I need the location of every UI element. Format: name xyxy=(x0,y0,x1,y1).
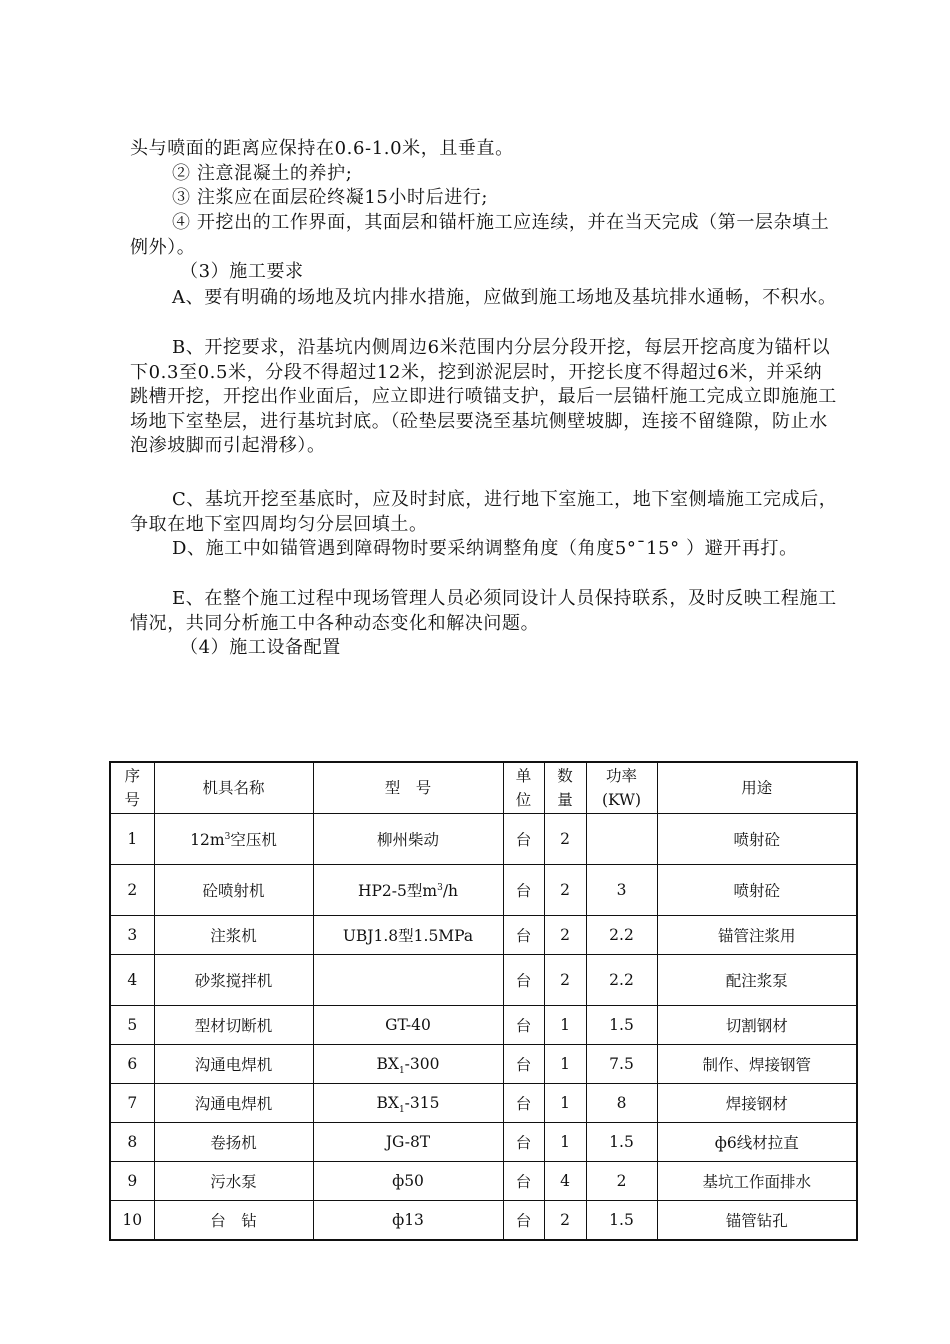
table-row xyxy=(110,916,857,955)
header-usage: 用途 xyxy=(657,762,857,814)
header-unit: 单 位 xyxy=(503,762,544,814)
cell-qty: 1 xyxy=(544,1084,586,1123)
table-row xyxy=(110,1123,857,1162)
section-heading-equipment: （4）施工设备配置 xyxy=(180,637,341,658)
cell-model: ф13 xyxy=(313,1201,503,1241)
cell-seq: 10 xyxy=(110,1201,154,1241)
cell-qty: 2 xyxy=(544,814,586,865)
cell-name: 型材切断机 xyxy=(154,1006,313,1045)
table-row xyxy=(110,865,857,916)
cell-power: 2.2 xyxy=(586,916,657,955)
cell-usage: 配注浆泵 xyxy=(657,955,857,1006)
cell-name: $12m^3$空压机 xyxy=(154,814,313,865)
cell-model: 柳州柴动 xyxy=(313,814,503,865)
cell-name: 污水泵 xyxy=(154,1162,313,1201)
cell-model: HP2-5型$m^3/h$ xyxy=(313,865,503,916)
cell-name: 沟通电焊机 xyxy=(154,1084,313,1123)
header-name: 机具名称 xyxy=(154,762,313,814)
cell-seq: 5 xyxy=(110,1006,154,1045)
header-model: 型 号 xyxy=(313,762,503,814)
cell-model: GT-40 xyxy=(313,1006,503,1045)
table-header-row xyxy=(110,762,857,814)
cell-power: 2 xyxy=(586,1162,657,1201)
cell-usage: 锚管钻孔 xyxy=(657,1201,857,1241)
cell-usage: 焊接钢材 xyxy=(657,1084,857,1123)
cell-unit: 台 xyxy=(503,1123,544,1162)
cell-unit: 台 xyxy=(503,1006,544,1045)
header-power: 功率 (KW) xyxy=(586,762,657,814)
cell-seq: 7 xyxy=(110,1084,154,1123)
cell-name: 台 钻 xyxy=(154,1201,313,1241)
cell-power: 3 xyxy=(586,865,657,916)
cell-unit: 台 xyxy=(503,1045,544,1084)
paragraph-communication: E、在整个施工过程中现场管理人员必须同设计人员保持联系，及时反映工程施工情况，共同分析施工中各种动态变化和解决问题。 xyxy=(130,588,837,634)
cell-qty: 1 xyxy=(544,1045,586,1084)
cell-power: 1.5 xyxy=(586,1201,657,1241)
cell-qty: 2 xyxy=(544,955,586,1006)
cell-model: UBJ1.8型1.5MPa xyxy=(313,916,503,955)
paragraph-drainage: A、要有明确的场地及坑内排水措施，应做到施工场地及基坑排水通畅，不积水。 xyxy=(172,287,837,308)
cell-qty: 2 xyxy=(544,1201,586,1241)
cell-model: $BX_1-300$ xyxy=(313,1045,503,1084)
cell-name: 砂浆搅拌机 xyxy=(154,955,313,1006)
cell-unit: 台 xyxy=(503,1162,544,1201)
cell-name: 沟通电焊机 xyxy=(154,1045,313,1084)
cell-unit: 台 xyxy=(503,955,544,1006)
cell-usage: 制作、焊接钢管 xyxy=(657,1045,857,1084)
cell-model: ф50 xyxy=(313,1162,503,1201)
header-qty: 数 量 xyxy=(544,762,586,814)
table-row xyxy=(110,1162,857,1201)
equipment-table xyxy=(109,761,858,1241)
cell-name: 卷扬机 xyxy=(154,1123,313,1162)
table-row xyxy=(110,1201,857,1241)
cell-model: $BX_1-315$ xyxy=(313,1084,503,1123)
cell-name: 注浆机 xyxy=(154,916,313,955)
cell-qty: 1 xyxy=(544,1123,586,1162)
cell-seq: 2 xyxy=(110,865,154,916)
cell-qty: 2 xyxy=(544,916,586,955)
cell-unit: 台 xyxy=(503,1201,544,1241)
section-heading-construction-requirements: （3）施工要求 xyxy=(180,261,304,282)
cell-usage: 锚管注浆用 xyxy=(657,916,857,955)
cell-power: 2.2 xyxy=(586,955,657,1006)
paragraph-curing: ② 注意混凝土的养护; xyxy=(172,163,353,184)
cell-qty: 2 xyxy=(544,865,586,916)
header-seq: 序 号 xyxy=(110,762,154,814)
cell-model: JG-8T xyxy=(313,1123,503,1162)
cell-usage: 喷射砼 xyxy=(657,865,857,916)
cell-name: 砼喷射机 xyxy=(154,865,313,916)
paragraph-obstacle: D、施工中如锚管遇到障碍物时要采纳调整角度（角度5°¯15° ）避开再打。 xyxy=(172,538,798,559)
table-row xyxy=(110,1084,857,1123)
paragraph-spray-distance: 头与喷面的距离应保持在0.6-1.0米，且垂直。 xyxy=(130,138,514,159)
table-row xyxy=(110,1006,857,1045)
cell-seq: 3 xyxy=(110,916,154,955)
cell-power xyxy=(586,814,657,865)
cell-usage: 基坑工作面排水 xyxy=(657,1162,857,1201)
cell-qty: 4 xyxy=(544,1162,586,1201)
cell-qty: 1 xyxy=(544,1006,586,1045)
cell-seq: 8 xyxy=(110,1123,154,1162)
cell-unit: 台 xyxy=(503,1084,544,1123)
table-row xyxy=(110,1045,857,1084)
paragraph-sealing: C、基坑开挖至基底时，应及时封底，进行地下室施工，地下室侧墙施工完成后，争取在地下室四周均匀分层回填土。 xyxy=(130,489,838,535)
paragraph-grouting-time: ③ 注浆应在面层砼终凝15小时后进行; xyxy=(172,187,489,208)
table-row xyxy=(110,814,857,865)
cell-unit: 台 xyxy=(503,916,544,955)
cell-power: 8 xyxy=(586,1084,657,1123)
cell-usage: 切割钢材 xyxy=(657,1006,857,1045)
paragraph-excavation: B、开挖要求，沿基坑内侧周边6米范围内分层分段开挖，每层开挖高度为锚杆以下0.3至0.5米，分段不得超过12米，挖到淤泥层时，开挖长度不得超过6米，并采纳跳槽开挖，开挖出作业面后，应立即进行喷锚支护，最后一层锚杆施工完成立即施施工场地下室垫层，进行基坑封底。（砼垫层要浇至基坑侧壁坡脚，连接不留缝隙，防止水泡渗坡脚而引起滑移）。 xyxy=(130,337,837,456)
paragraph-work-face: ④ 开挖出的工作界面，其面层和锚杆施工应连续，并在当天完成（第一层杂填土例外）。 xyxy=(130,212,830,258)
cell-unit: 台 xyxy=(503,814,544,865)
cell-model xyxy=(313,955,503,1006)
cell-seq: 1 xyxy=(110,814,154,865)
cell-usage: ф6线材拉直 xyxy=(657,1123,857,1162)
cell-power: 1.5 xyxy=(586,1123,657,1162)
cell-power: 1.5 xyxy=(586,1006,657,1045)
cell-seq: 6 xyxy=(110,1045,154,1084)
cell-power: 7.5 xyxy=(586,1045,657,1084)
cell-usage: 喷射砼 xyxy=(657,814,857,865)
table-row xyxy=(110,955,857,1006)
cell-unit: 台 xyxy=(503,865,544,916)
cell-seq: 4 xyxy=(110,955,154,1006)
cell-seq: 9 xyxy=(110,1162,154,1201)
